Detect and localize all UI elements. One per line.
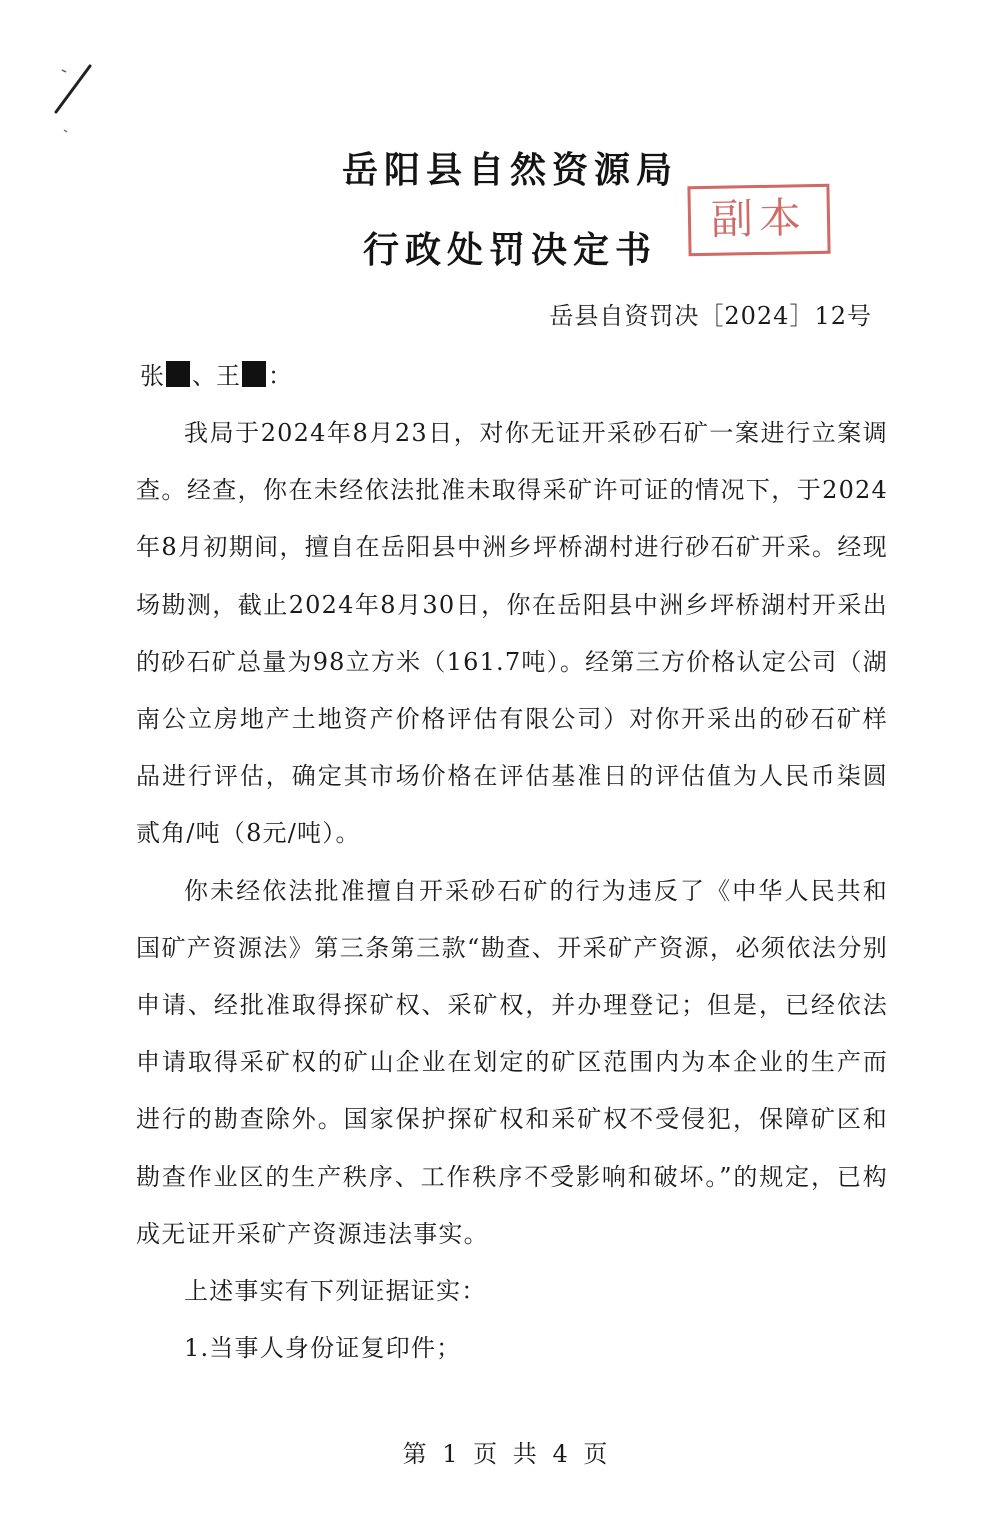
recipient-surname-2: 王: [216, 362, 240, 390]
copy-stamp: 副本: [687, 184, 830, 256]
handwritten-mark: [48, 60, 98, 140]
redaction-block: [242, 361, 266, 387]
document-number: 岳县自资罚决［2024］12号: [549, 302, 872, 330]
redaction-block: [166, 361, 190, 387]
recipient-separator: 、: [192, 362, 216, 390]
salutation: [140, 356, 292, 391]
paragraph-evidence-intro: 上述事实有下列证据证实：: [184, 1277, 487, 1306]
recipient-surname-1: 张: [140, 362, 164, 390]
agency-title: 岳阳县自然资源局: [341, 150, 678, 191]
document-type-title: 行政处罚决定书: [362, 230, 657, 271]
paragraph-violation: 你未经依法批准擅自开采砂石矿的行为违反了《中华人民共和国矿产资源法》第三条第三款“勘查、开采矿产资源，必须依法分别申请、经批准取得探矿权、采矿权，并办理登记；但是，已经依法申请取得采矿权的矿山企业在划定的矿区范围内为本企业的生产而进行的勘查除外。国家保护探矿权和采矿权不受侵犯，保障矿区和勘查作业区的生产秩序、工作秩序不受影响和破坏。”的规定，已构成无证开采矿产资源违法事实。: [136, 876, 888, 1248]
evidence-item-1: 1.当事人身份证复印件；: [184, 1334, 462, 1363]
document-body: [136, 405, 888, 1377]
page-number: 第 1 页 共 4 页: [402, 1440, 612, 1468]
salutation-colon: ：: [268, 362, 292, 390]
paragraph-facts: 我局于2024年8月23日，对你无证开采砂石矿一案进行立案调查。经查，你在未经依法批准未取得采矿许可证的情况下，于2024年8月初期间，擅自在岳阳县中洲乡坪桥湖村进行砂石矿开采。经现场勘测，截止2024年8月30日，你在岳阳县中洲乡坪桥湖村开采出的砂石矿总量为98立方米（161.7吨）。经第三方价格认定公司（湖南公立房地产土地资产价格评估有限公司）对你开采出的砂石矿样品进行评估，确定其市场价格在评估基准日的评估值为人民币柒圆贰角/吨（8元/吨）。: [136, 419, 888, 848]
